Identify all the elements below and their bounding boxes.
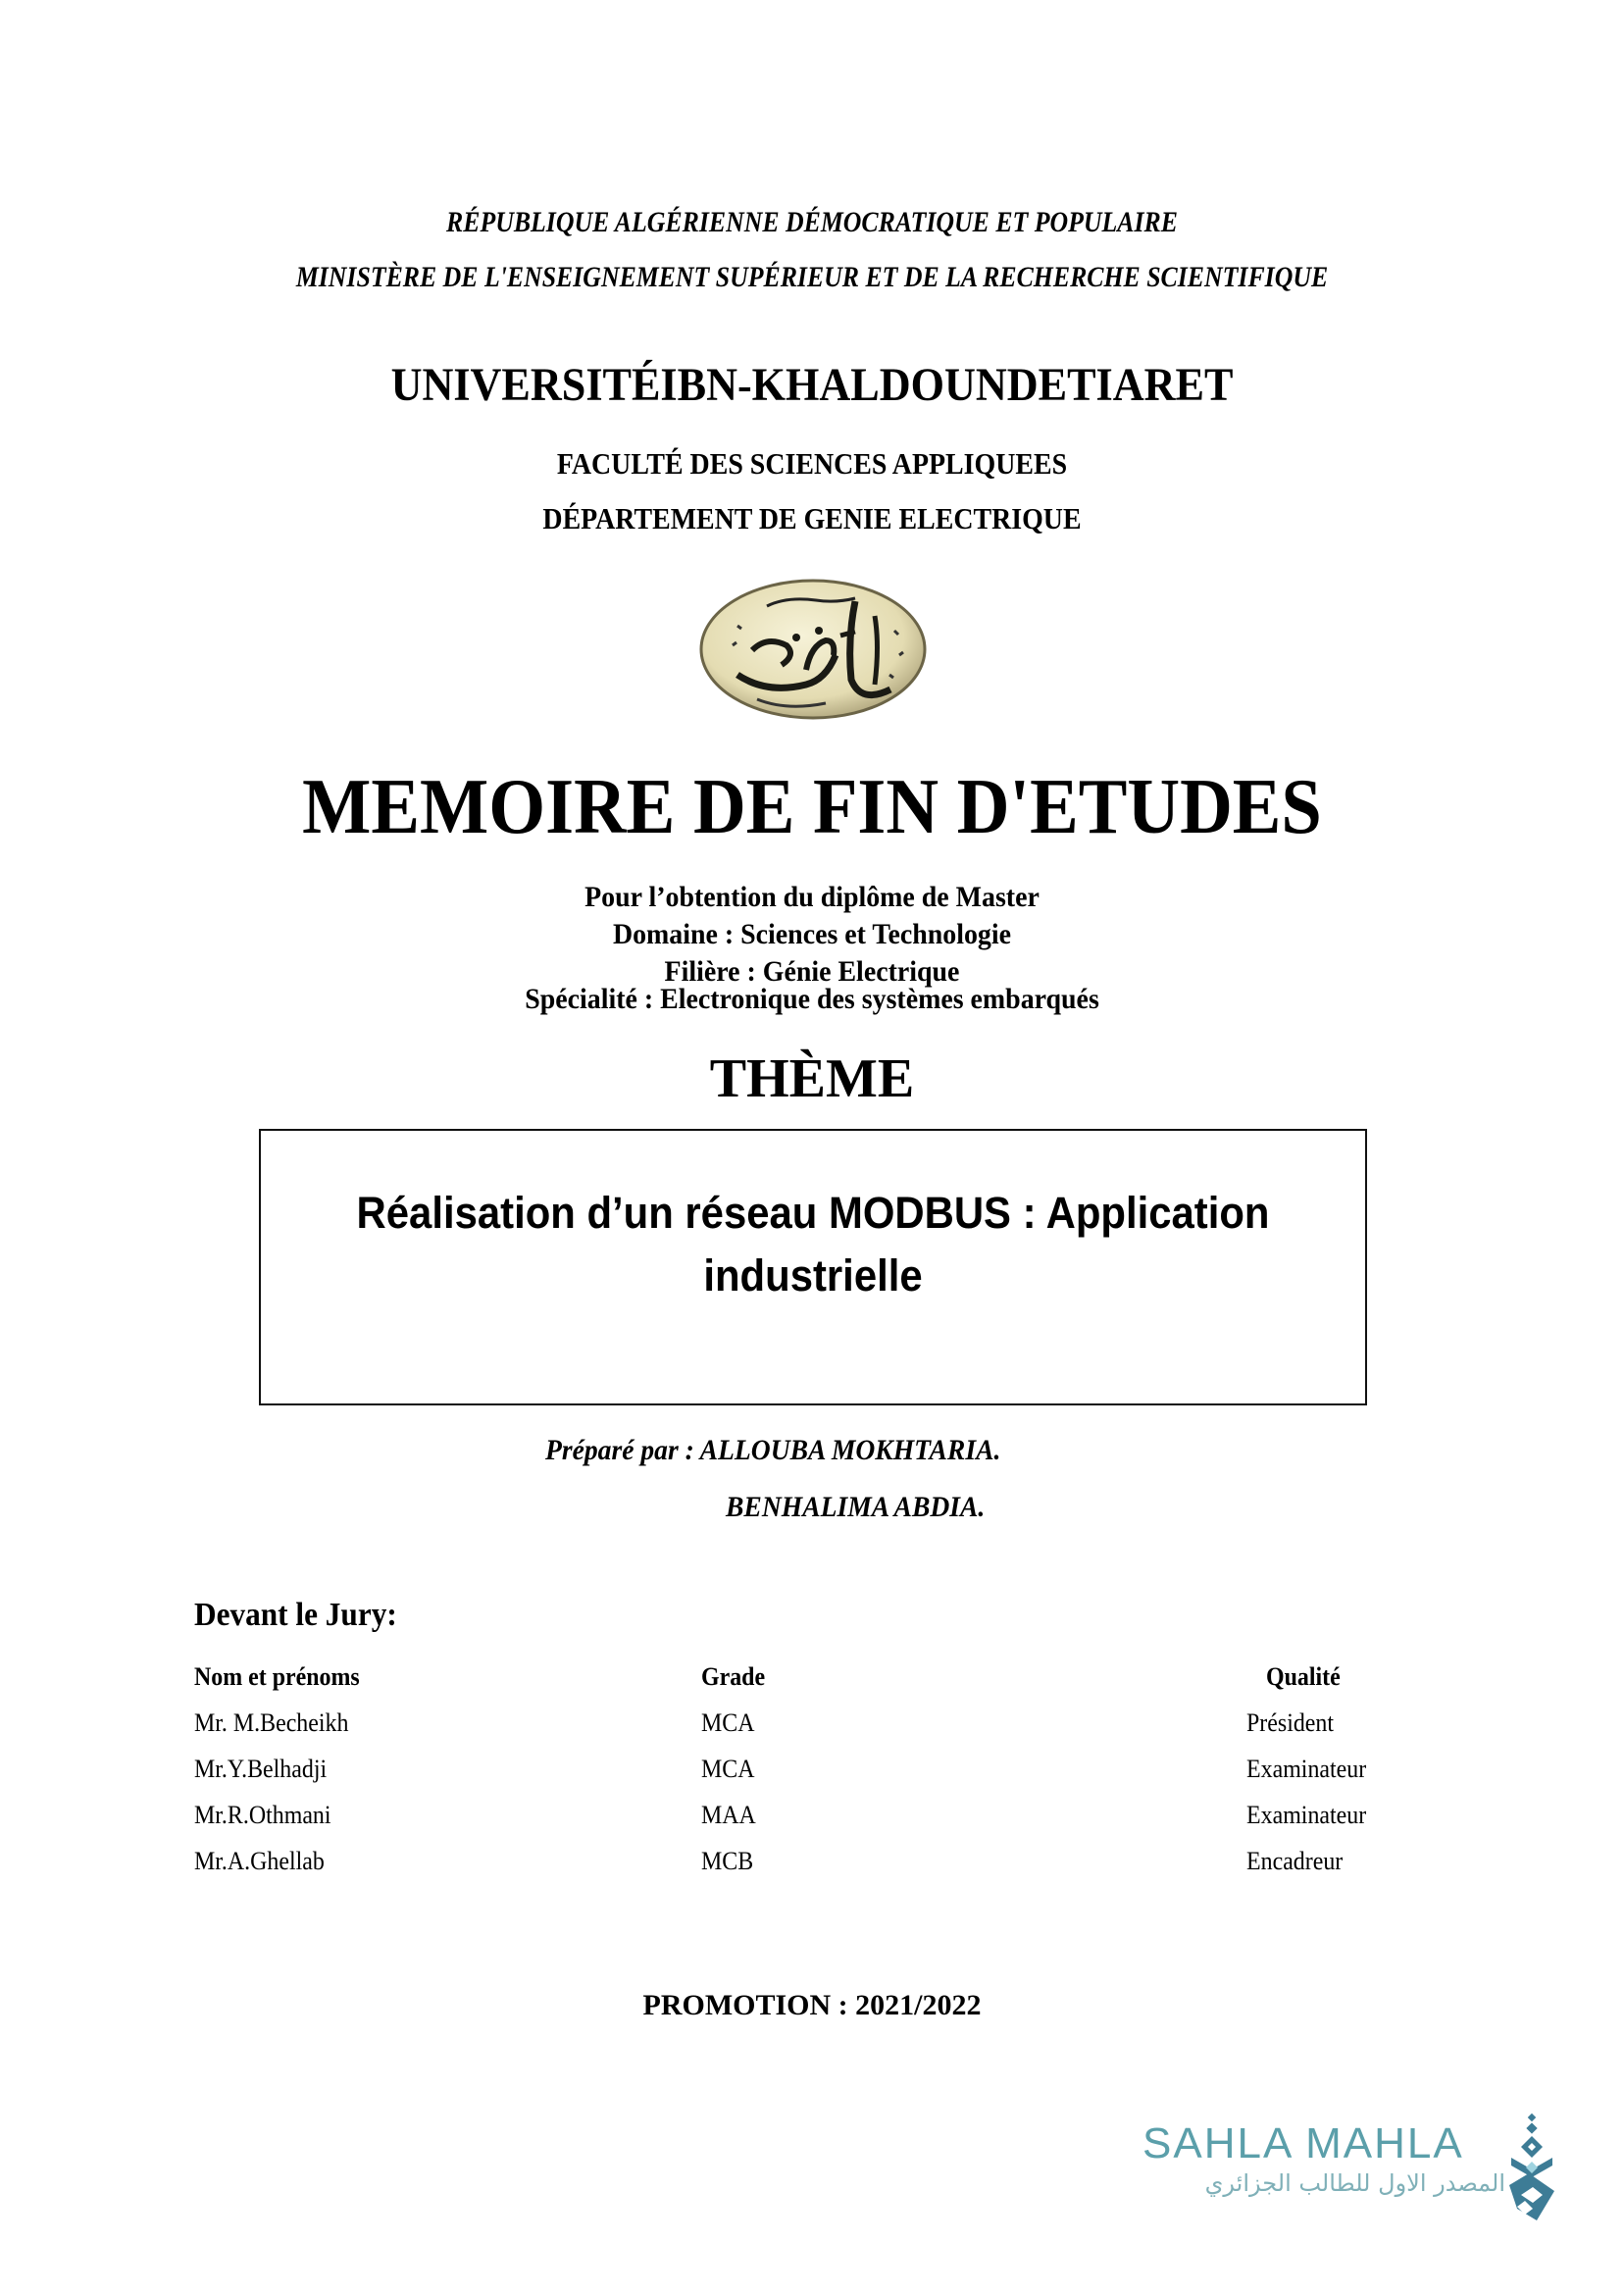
jury-member-name: Mr.R.Othmani bbox=[194, 1801, 331, 1829]
document-title: MEMOIRE DE FIN D'ETUDES bbox=[302, 764, 1322, 850]
republic-heading: RÉPUBLIQUE ALGÉRIENNE DÉMOCRATIQUE ET POPULAIRE bbox=[446, 206, 1178, 238]
jury-table bbox=[194, 1662, 1410, 1893]
table-row bbox=[194, 1801, 1410, 1847]
jury-member-name: Mr.Y.Belhadji bbox=[194, 1755, 328, 1783]
prepared-by-second: BENHALIMA ABDIA. bbox=[726, 1491, 986, 1523]
jury-member-name: Mr. M.Becheikh bbox=[194, 1708, 349, 1737]
jury-member-grade: MAA bbox=[701, 1801, 756, 1829]
jury-member-role: Examinateur bbox=[1246, 1801, 1367, 1829]
theme-box bbox=[259, 1129, 1367, 1405]
table-row bbox=[194, 1708, 1410, 1755]
sahla-mahla-watermark bbox=[1142, 2116, 1554, 2224]
theme-heading: THÈME bbox=[709, 1048, 915, 1109]
jury-member-grade: MCA bbox=[701, 1708, 755, 1737]
theme-title bbox=[299, 1182, 1326, 1307]
jury-member-role: Président bbox=[1246, 1708, 1335, 1737]
theme-title-line-1: Réalisation d’un réseau MODBUS : Application bbox=[356, 1188, 1270, 1238]
department-name: DÉPARTEMENT DE GENIE ELECTRIQUE bbox=[542, 501, 1082, 535]
ministry-heading: MINISTÈRE DE L'ENSEIGNEMENT SUPÉRIEUR ET DE LA RECHERCHE SCIENTIFIQUE bbox=[295, 261, 1329, 293]
sahla-mahla-logo-icon bbox=[1507, 2113, 1556, 2222]
table-row bbox=[194, 1755, 1410, 1801]
degree-line: Pour l’obtention du diplôme de Master bbox=[584, 881, 1040, 913]
university-name: UNIVERSITÉIBN-KHALDOUNDETIARET bbox=[390, 359, 1234, 411]
jury-member-grade: MCB bbox=[701, 1847, 754, 1875]
jury-title: Devant le Jury: bbox=[194, 1597, 397, 1633]
column-header-role: Qualité bbox=[1266, 1662, 1341, 1691]
university-seal-icon bbox=[698, 577, 928, 726]
jury-member-role: Encadreur bbox=[1246, 1847, 1344, 1875]
jury-member-role: Examinateur bbox=[1246, 1755, 1367, 1783]
table-row bbox=[194, 1847, 1410, 1893]
theme-title-line-2: industrielle bbox=[703, 1250, 923, 1300]
prepared-by-line: Préparé par : ALLOUBA MOKHTARIA. bbox=[545, 1434, 1001, 1466]
specialty-line: Spécialité : Electronique des systèmes embarqués bbox=[525, 983, 1099, 1015]
field-line: Filière : Génie Electrique bbox=[664, 955, 960, 988]
column-header-grade: Grade bbox=[701, 1662, 766, 1691]
watermark-brand: SAHLA MAHLA bbox=[1142, 2119, 1464, 2167]
watermark-tagline: المصدر الاول للطالب الجزائري bbox=[1204, 2169, 1505, 2197]
university-seal-logo bbox=[698, 577, 928, 726]
promotion-year: PROMOTION : 2021/2022 bbox=[642, 1989, 982, 2021]
faculty-name: FACULTÉ DES SCIENCES APPLIQUEES bbox=[556, 446, 1068, 481]
jury-header-row bbox=[194, 1662, 1410, 1708]
jury-member-name: Mr.A.Ghellab bbox=[194, 1847, 325, 1875]
column-header-name: Nom et prénoms bbox=[194, 1662, 360, 1691]
domain-line: Domaine : Sciences et Technologie bbox=[612, 918, 1012, 950]
jury-member-grade: MCA bbox=[701, 1755, 755, 1783]
